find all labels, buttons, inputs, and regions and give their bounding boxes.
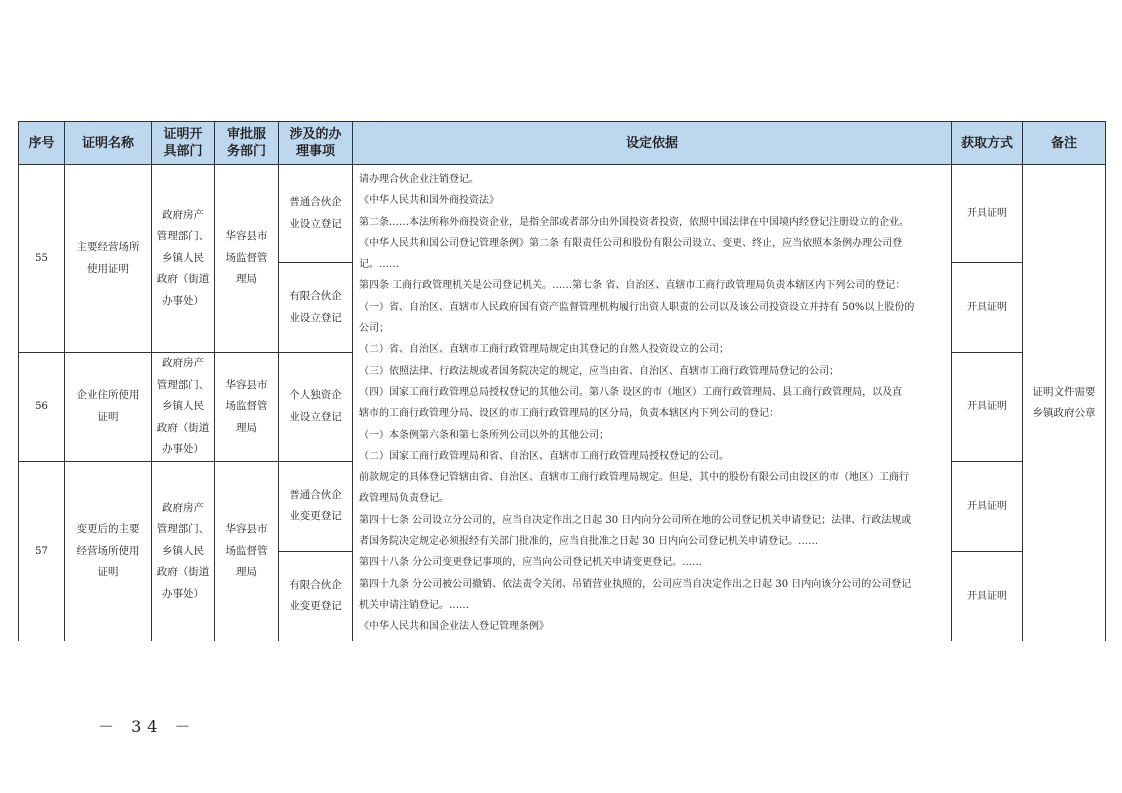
approval-dept: 华容县市 场监督管 理局 [215, 461, 279, 641]
method-cell: 开具证明 [952, 551, 1023, 641]
header-row [19, 122, 1106, 165]
row-number: 56 [19, 353, 65, 462]
row-number: 55 [19, 165, 65, 353]
cert-name: 主要经营场所 使用证明 [65, 165, 152, 353]
method-cell: 开具证明 [952, 263, 1023, 353]
matter-cell: 普通合伙企 业变更登记 [279, 461, 353, 551]
header-cell: 备注 [1023, 122, 1106, 165]
matter-cell: 普通合伙企 业设立登记 [279, 165, 353, 263]
header-cell: 序号 [19, 122, 65, 165]
certificate-table [18, 121, 1106, 641]
method-cell: 开具证明 [952, 165, 1023, 263]
legal-basis: 请办理合伙企业注销登记。 《中华人民共和国外商投资法》 第二条……本法所称外商投资企业，是指全部或者部分由外国投资者投资，依照中国法律在中国境内经登记注册设立的企业。 《中华人民共和国公司登记管理条例》第二条 有限责任公司和股份有限公司设立、变更、终止，应当依照本条例办理公司登 记。…… 第四条 工商行政管理机关是公司登记机关。……第七条 省、自治区、直辖市工商行政管理局负责本辖区内下列公司的登记： （一）省、自治区、直辖市人民政府国有资产监督管理机构履行出资人职责的公司以及该公司投资设立并持有 50%以上股份的 公司； （二）省、自治区、直辖市工商行政管理局规定由其登记的自然人投资设立的公司； （三）依照法律、行政法规或者国务院决定的规定，应当由省、自治区、直辖市工商行政管理局登记的公司； （四）国家工商行政管理总局授权登记的其他公司。第八条 设区的市（地区）工商行政管理局、县工商行政管理局，以及直 辖市的工商行政管理分局、设区的市工商行政管理局的区分局，负责本辖区内下列公司的登记： （一）本条例第六条和第七条所列公司以外的其他公司； （二）国家工商行政管理局和省、自治区、直辖市工商行政管理局授权登记的公司。 前款规定的具体登记管辖由省、自治区、直辖市工商行政管理局规定。但是，其中的股份有限公司由设区的市（地区）工商行 政管理局负责登记。 第四十七条 公司设立分公司的，应当自决定作出之日起 30 日内向分公司所在地的公司登记机关申请登记；法律、行政法规或 者国务院决定规定必须报经有关部门批准的，应当自批准之日起 30 日内向公司登记机关申请登记。…… 第四十八条 分公司变更登记事项的，应当向公司登记机关申请变更登记。…… 第四十九条 分公司被公司撤销、依法责令关闭、吊销营业执照的，公司应当自决定作出之日起 30 日内向该分公司的公司登记 机关申请注销登记。…… 《中华人民共和国企业法人登记管理条例》 [353, 165, 952, 642]
matter-cell: 个人独资企 业设立登记 [279, 353, 353, 462]
page-number: － 34 － [98, 717, 197, 736]
method-cell: 开具证明 [952, 461, 1023, 551]
header-cell: 设定依据 [353, 122, 952, 165]
header-cell: 证明开 具部门 [152, 122, 215, 165]
matter-cell: 有限合伙企 业设立登记 [279, 263, 353, 353]
header-cell: 涉及的办 理事项 [279, 122, 353, 165]
issuing-dept: 政府房产 管理部门、 乡镇人民 政府（街道 办事处） [152, 353, 215, 462]
cert-name: 企业住所使用 证明 [65, 353, 152, 462]
issuing-dept: 政府房产 管理部门、 乡镇人民 政府（街道 办事处） [152, 165, 215, 353]
issuing-dept: 政府房产 管理部门、 乡镇人民 政府（街道 办事处） [152, 461, 215, 641]
header-cell: 证明名称 [65, 122, 152, 165]
row-number: 57 [19, 461, 65, 641]
method-cell: 开具证明 [952, 353, 1023, 462]
matter-cell: 有限合伙企 业变更登记 [279, 551, 353, 641]
approval-dept: 华容县市 场监督管 理局 [215, 353, 279, 462]
approval-dept: 华容县市 场监督管 理局 [215, 165, 279, 353]
remark-cell: 证明文件需要 乡镇政府公章 [1023, 165, 1106, 642]
header-cell: 获取方式 [952, 122, 1023, 165]
header-cell: 审批服 务部门 [215, 122, 279, 165]
cert-name: 变更后的主要 经营场所使用 证明 [65, 461, 152, 641]
table-row [19, 165, 1106, 263]
